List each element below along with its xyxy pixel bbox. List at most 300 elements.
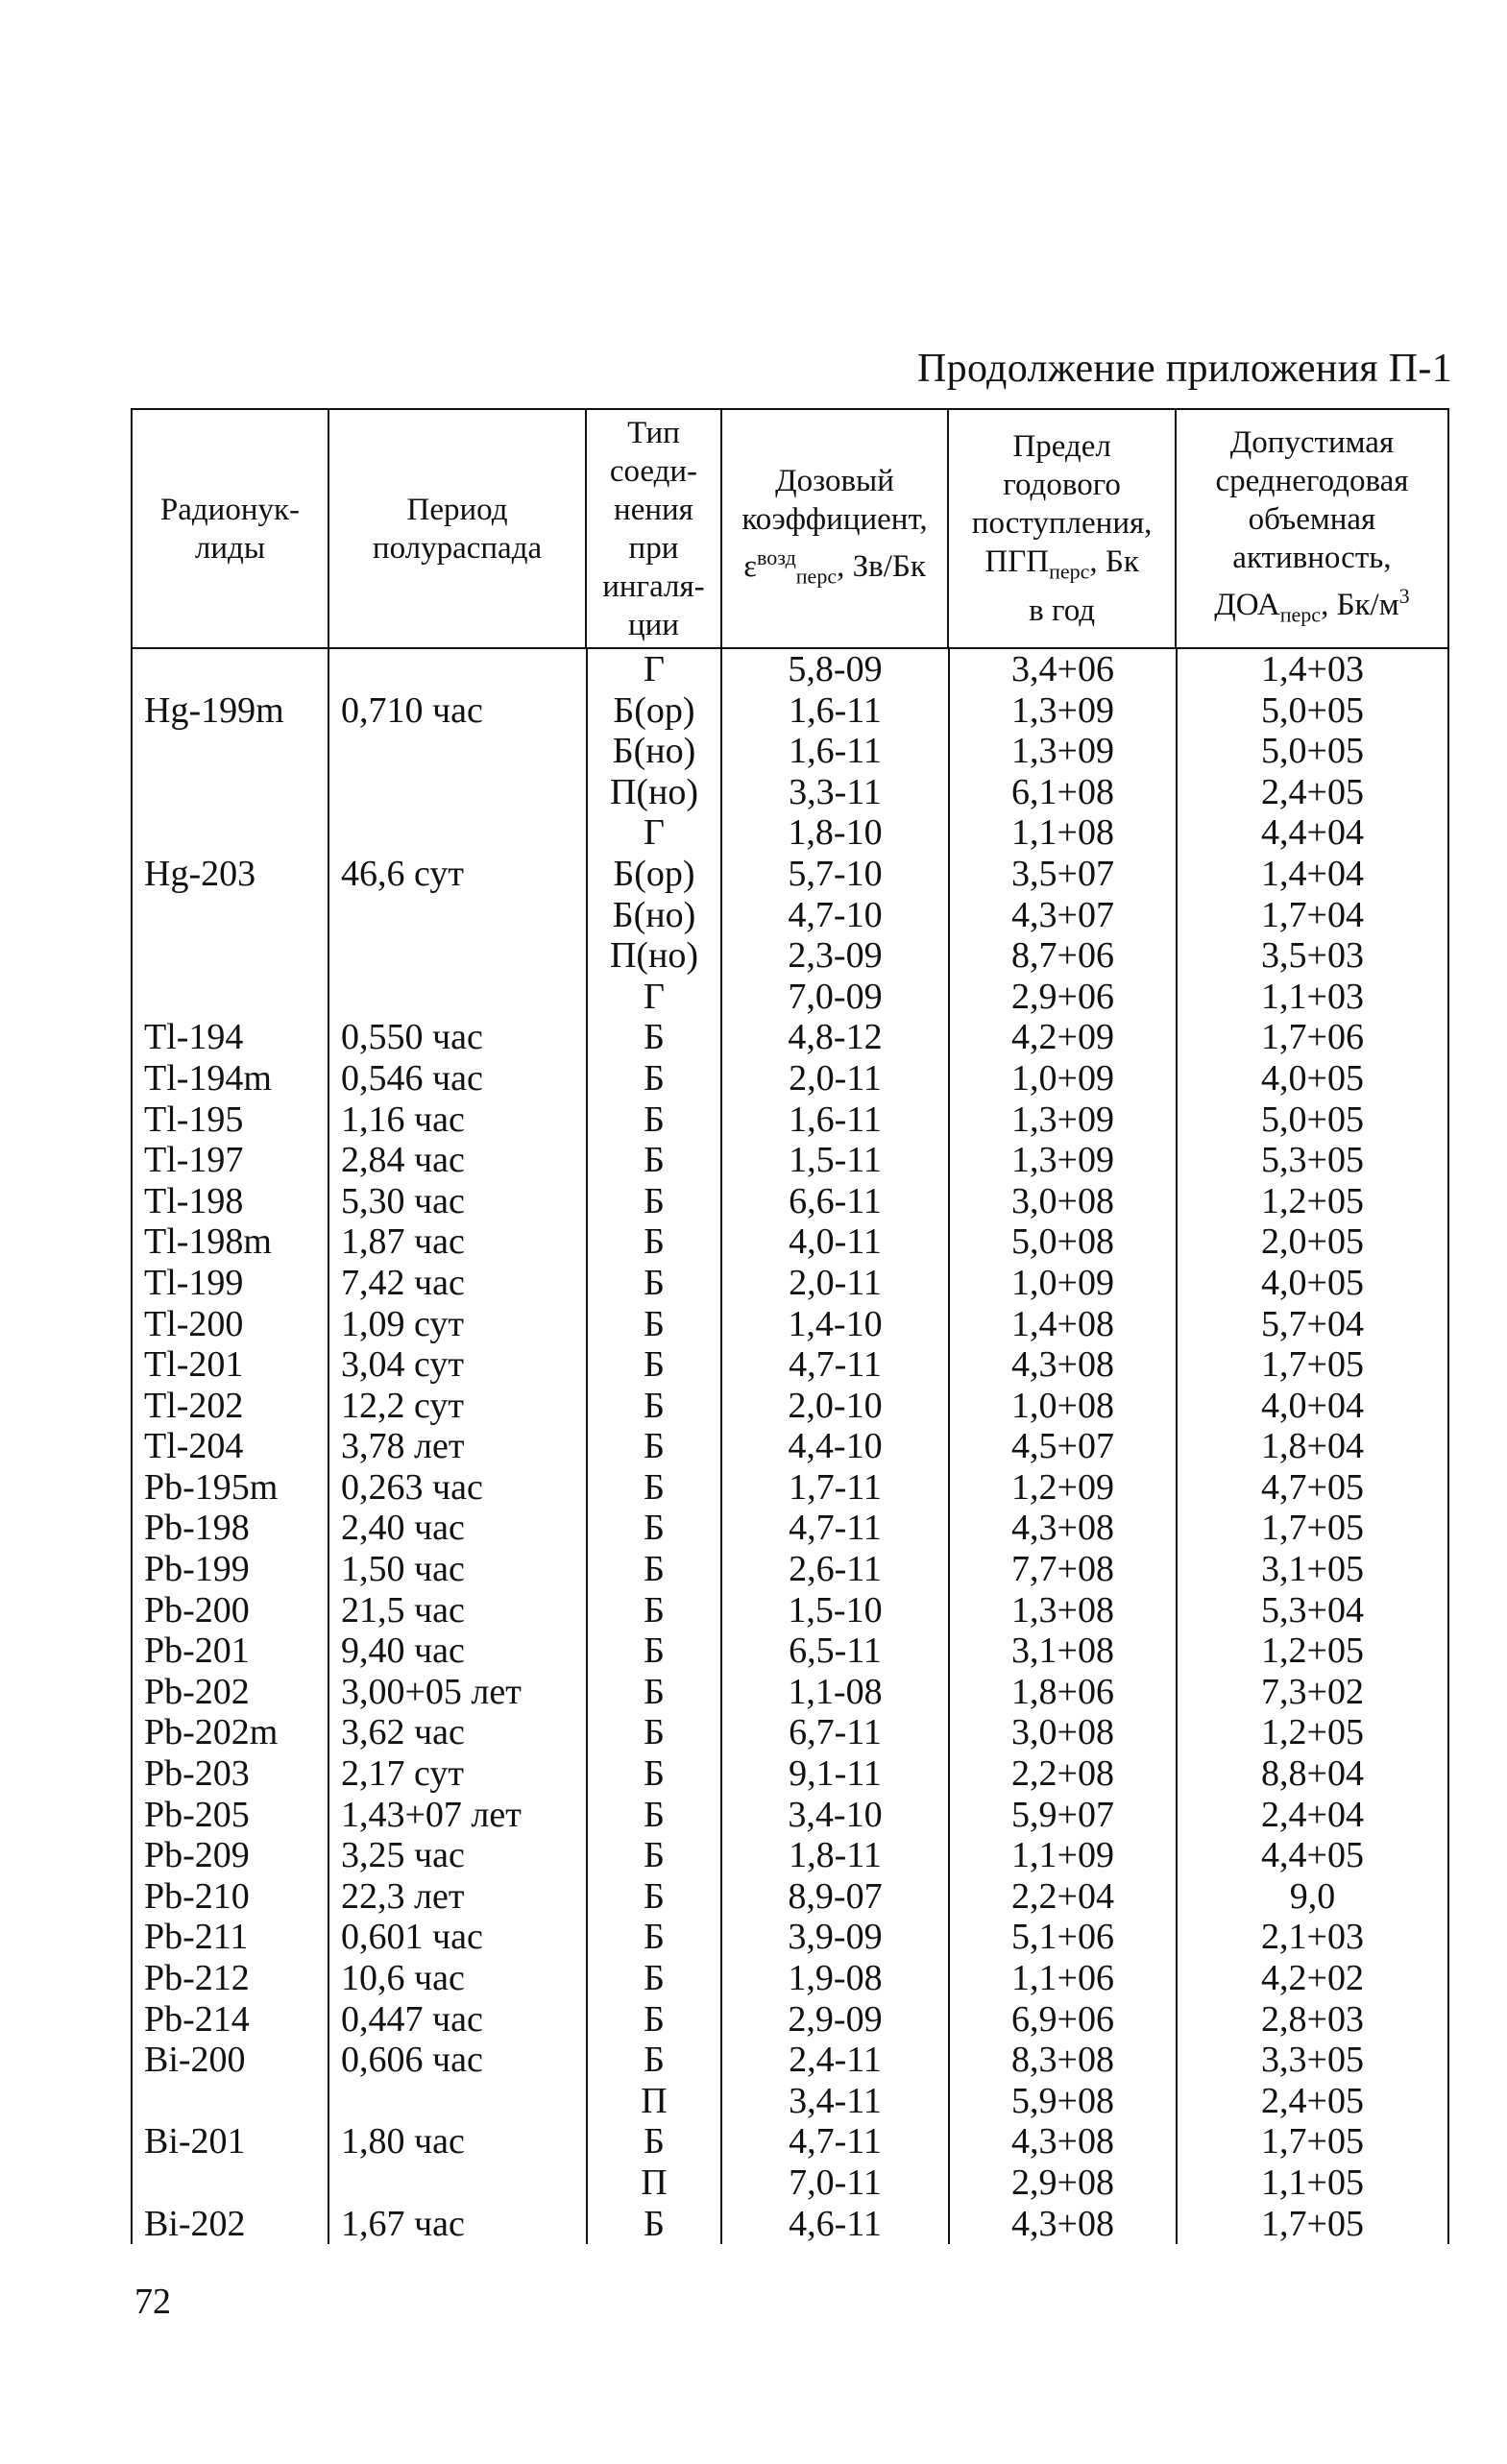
cell-activity: 2,4+05 — [1176, 2081, 1449, 2122]
cell-dose-coefficient: 4,7-11 — [720, 2121, 948, 2162]
cell-activity: 4,0+05 — [1176, 1058, 1449, 1099]
cell-compound-type: Б — [586, 1099, 720, 1141]
cell-half-life: 0,601 час — [328, 1917, 586, 1958]
cell-intake-limit: 2,2+04 — [948, 1876, 1176, 1918]
header-unit: , Бк/м — [1321, 587, 1399, 622]
cell-compound-type: Б — [586, 1304, 720, 1345]
table-row — [131, 2121, 1449, 2162]
cell-intake-limit: 1,1+06 — [948, 1958, 1176, 1999]
cell-dose-coefficient: 5,8-09 — [720, 649, 948, 690]
header-sub: перс — [795, 564, 838, 589]
cell-compound-type: Б — [586, 1753, 720, 1795]
cell-activity: 1,4+04 — [1176, 854, 1449, 895]
cell-activity: 1,7+05 — [1176, 1344, 1449, 1386]
cell-activity: 1,7+05 — [1176, 2204, 1449, 2245]
cell-radionuclide: Pb-199 — [131, 1549, 328, 1590]
cell-compound-type: Б — [586, 1263, 720, 1304]
cell-radionuclide: Pb-201 — [131, 1631, 328, 1672]
cell-dose-coefficient: 1,5-10 — [720, 1590, 948, 1631]
header-text: ингаля- — [602, 568, 705, 604]
header-symbol: ПГП — [984, 544, 1050, 580]
cell-dose-coefficient: 1,9-08 — [720, 1958, 948, 1999]
table-row — [131, 1876, 1449, 1918]
cell-radionuclide: Bi-200 — [131, 2040, 328, 2081]
cell-radionuclide: Pb-205 — [131, 1795, 328, 1836]
cell-activity: 2,1+03 — [1176, 1917, 1449, 1958]
table-row — [131, 1099, 1449, 1141]
cell-half-life: 9,40 час — [328, 1631, 586, 1672]
cell-dose-coefficient: 6,7-11 — [720, 1712, 948, 1753]
header-text: Радионук- — [159, 492, 301, 527]
cell-half-life: 3,78 лет — [328, 1426, 586, 1467]
table-row — [131, 1999, 1449, 2041]
cell-half-life: 2,84 час — [328, 1140, 586, 1181]
cell-compound-type: Г — [586, 649, 720, 690]
cell-half-life: 0,710 час — [328, 690, 586, 732]
cell-compound-type: Б(но) — [586, 895, 720, 936]
cell-radionuclide: Tl-202 — [131, 1386, 328, 1427]
cell-compound-type: Б — [586, 1958, 720, 1999]
table-row — [131, 812, 1449, 854]
radionuclide-table — [131, 408, 1449, 2244]
table-row — [131, 1795, 1449, 1836]
cell-radionuclide: Tl-198m — [131, 1221, 328, 1263]
cell-compound-type: Б — [586, 1058, 720, 1099]
cell-half-life: 3,25 час — [328, 1835, 586, 1876]
table-row — [131, 1549, 1449, 1590]
table-row — [131, 1017, 1449, 1058]
cell-dose-coefficient: 6,5-11 — [720, 1631, 948, 1672]
header-text: активность, — [1232, 540, 1392, 575]
cell-activity: 1,7+06 — [1176, 1017, 1449, 1058]
cell-radionuclide: Pb-203 — [131, 1753, 328, 1795]
cell-intake-limit: 8,7+06 — [948, 935, 1176, 977]
cell-half-life: 0,606 час — [328, 2040, 586, 2081]
table-row — [131, 772, 1449, 813]
cell-dose-coefficient: 2,0-11 — [720, 1263, 948, 1304]
cell-dose-coefficient: 1,6-11 — [720, 731, 948, 772]
table-row — [131, 977, 1449, 1018]
cell-compound-type: Б — [586, 2040, 720, 2081]
cell-dose-coefficient: 4,4-10 — [720, 1426, 948, 1467]
cell-intake-limit: 1,3+09 — [948, 1140, 1176, 1181]
cell-compound-type: П(но) — [586, 935, 720, 977]
cell-radionuclide — [131, 935, 328, 977]
cell-intake-limit: 5,9+07 — [948, 1795, 1176, 1836]
header-text: объемная — [1248, 501, 1376, 537]
header-half-life — [328, 410, 585, 647]
cell-half-life — [328, 649, 586, 690]
cell-activity: 1,7+05 — [1176, 1508, 1449, 1549]
cell-dose-coefficient: 2,9-09 — [720, 1999, 948, 2041]
table-caption: Продолжение приложения П-1 — [917, 347, 1452, 391]
cell-radionuclide: Tl-195 — [131, 1099, 328, 1141]
cell-activity: 4,0+04 — [1176, 1386, 1449, 1427]
cell-half-life: 5,30 час — [328, 1181, 586, 1222]
cell-activity: 4,0+05 — [1176, 1263, 1449, 1304]
header-text: Дозовый — [775, 463, 894, 498]
cell-compound-type: Б — [586, 1181, 720, 1222]
cell-intake-limit: 1,8+06 — [948, 1672, 1176, 1713]
cell-compound-type: Б — [586, 1386, 720, 1427]
header-text — [1214, 577, 1409, 635]
cell-compound-type: Б — [586, 1631, 720, 1672]
cell-intake-limit: 1,0+08 — [948, 1386, 1176, 1427]
table-row — [131, 1672, 1449, 1713]
cell-dose-coefficient: 2,4-11 — [720, 2040, 948, 2081]
cell-half-life: 12,2 сут — [328, 1386, 586, 1427]
cell-radionuclide: Pb-214 — [131, 1999, 328, 2041]
cell-intake-limit: 1,0+09 — [948, 1058, 1176, 1099]
header-text: годового — [1003, 468, 1121, 503]
table-row — [131, 1263, 1449, 1304]
cell-radionuclide: Hg-203 — [131, 854, 328, 895]
cell-activity: 1,2+05 — [1176, 1631, 1449, 1672]
cell-intake-limit: 1,1+09 — [948, 1835, 1176, 1876]
cell-compound-type: Б — [586, 1590, 720, 1631]
header-text: нения — [614, 492, 693, 527]
cell-activity: 5,7+04 — [1176, 1304, 1449, 1345]
cell-intake-limit: 2,9+06 — [948, 977, 1176, 1018]
cell-activity: 4,7+05 — [1176, 1467, 1449, 1509]
cell-compound-type: Б — [586, 1835, 720, 1876]
cell-compound-type: Б — [586, 1467, 720, 1509]
cell-activity: 5,3+05 — [1176, 1140, 1449, 1181]
header-symbol: ε — [743, 548, 758, 584]
cell-half-life: 1,50 час — [328, 1549, 586, 1590]
page-number: 72 — [134, 2282, 171, 2322]
header-sup: 3 — [1398, 583, 1410, 608]
table-row — [131, 1753, 1449, 1795]
header-text: Предел — [1012, 429, 1111, 465]
cell-compound-type: Г — [586, 812, 720, 854]
cell-compound-type: Б — [586, 1426, 720, 1467]
cell-half-life — [328, 772, 586, 813]
table-row — [131, 1835, 1449, 1876]
header-text: Допустимая — [1229, 424, 1395, 460]
cell-radionuclide: Tl-194 — [131, 1017, 328, 1058]
cell-activity: 5,0+05 — [1176, 731, 1449, 772]
cell-activity: 2,8+03 — [1176, 1999, 1449, 2041]
header-compound-type — [585, 410, 720, 647]
cell-radionuclide: Tl-194m — [131, 1058, 328, 1099]
table-row — [131, 1140, 1449, 1181]
cell-dose-coefficient: 7,0-09 — [720, 977, 948, 1018]
cell-intake-limit: 1,3+08 — [948, 1590, 1176, 1631]
cell-dose-coefficient: 1,4-10 — [720, 1304, 948, 1345]
cell-intake-limit: 1,3+09 — [948, 731, 1176, 772]
cell-dose-coefficient: 3,4-10 — [720, 1795, 948, 1836]
cell-half-life: 46,6 сут — [328, 854, 586, 895]
header-permissible-activity — [1175, 410, 1449, 647]
header-text: Период — [406, 492, 508, 527]
cell-dose-coefficient: 4,0-11 — [720, 1221, 948, 1263]
cell-dose-coefficient: 2,0-10 — [720, 1386, 948, 1427]
cell-dose-coefficient: 1,1-08 — [720, 1672, 948, 1713]
table-row — [131, 1058, 1449, 1099]
cell-dose-coefficient: 8,9-07 — [720, 1876, 948, 1918]
cell-radionuclide: Pb-212 — [131, 1958, 328, 1999]
table-row — [131, 1344, 1449, 1386]
cell-compound-type: Б — [586, 1917, 720, 1958]
cell-half-life: 0,447 час — [328, 1999, 586, 2041]
cell-compound-type: П — [586, 2162, 720, 2204]
cell-intake-limit: 1,4+08 — [948, 1304, 1176, 1345]
header-text: полураспада — [372, 530, 543, 566]
cell-compound-type: Б — [586, 1672, 720, 1713]
table-row — [131, 1467, 1449, 1509]
cell-intake-limit: 2,9+08 — [948, 2162, 1176, 2204]
cell-activity: 3,1+05 — [1176, 1549, 1449, 1590]
cell-compound-type: Б — [586, 1549, 720, 1590]
table-row — [131, 1590, 1449, 1631]
cell-intake-limit: 3,0+08 — [948, 1181, 1176, 1222]
cell-dose-coefficient: 1,8-10 — [720, 812, 948, 854]
cell-compound-type: Б — [586, 1876, 720, 1918]
cell-compound-type: Б — [586, 1508, 720, 1549]
cell-radionuclide: Pb-195m — [131, 1467, 328, 1509]
cell-radionuclide: Pb-210 — [131, 1876, 328, 1918]
header-unit: , Зв/Бк — [837, 548, 926, 584]
cell-intake-limit: 3,5+07 — [948, 854, 1176, 895]
header-sub: перс — [1279, 602, 1322, 627]
cell-radionuclide: Bi-202 — [131, 2204, 328, 2245]
cell-intake-limit: 3,0+08 — [948, 1712, 1176, 1753]
cell-dose-coefficient: 3,4-11 — [720, 2081, 948, 2122]
cell-radionuclide — [131, 812, 328, 854]
cell-compound-type: П(но) — [586, 772, 720, 813]
cell-half-life — [328, 2162, 586, 2204]
cell-half-life — [328, 2081, 586, 2122]
cell-half-life: 7,42 час — [328, 1263, 586, 1304]
cell-activity: 1,1+03 — [1176, 977, 1449, 1018]
cell-dose-coefficient: 3,3-11 — [720, 772, 948, 813]
cell-activity: 1,7+04 — [1176, 895, 1449, 936]
cell-compound-type: Б — [586, 1795, 720, 1836]
cell-activity: 1,4+03 — [1176, 649, 1449, 690]
table-body — [131, 649, 1449, 2244]
cell-activity: 4,2+02 — [1176, 1958, 1449, 1999]
header-text: лиды — [194, 530, 265, 566]
cell-half-life: 10,6 час — [328, 1958, 586, 1999]
cell-compound-type: Б — [586, 2204, 720, 2245]
cell-intake-limit: 3,1+08 — [948, 1631, 1176, 1672]
cell-activity: 3,5+03 — [1176, 935, 1449, 977]
cell-activity: 1,1+05 — [1176, 2162, 1449, 2204]
cell-intake-limit: 5,9+08 — [948, 2081, 1176, 2122]
cell-dose-coefficient: 1,6-11 — [720, 690, 948, 732]
cell-dose-coefficient: 1,6-11 — [720, 1099, 948, 1141]
cell-dose-coefficient: 7,0-11 — [720, 2162, 948, 2204]
cell-activity: 4,4+04 — [1176, 812, 1449, 854]
cell-half-life — [328, 812, 586, 854]
table-row — [131, 2040, 1449, 2081]
cell-intake-limit: 4,3+08 — [948, 1344, 1176, 1386]
header-text: поступления, — [971, 506, 1153, 542]
cell-compound-type: Б — [586, 1221, 720, 1263]
cell-activity: 8,8+04 — [1176, 1753, 1449, 1795]
cell-intake-limit: 6,9+06 — [948, 1999, 1176, 2041]
cell-dose-coefficient: 4,8-12 — [720, 1017, 948, 1058]
cell-intake-limit: 1,2+09 — [948, 1467, 1176, 1509]
cell-activity: 1,2+05 — [1176, 1181, 1449, 1222]
cell-activity: 2,4+05 — [1176, 772, 1449, 813]
table-row — [131, 1181, 1449, 1222]
cell-dose-coefficient: 3,9-09 — [720, 1917, 948, 1958]
cell-dose-coefficient: 2,6-11 — [720, 1549, 948, 1590]
cell-activity: 3,3+05 — [1176, 2040, 1449, 2081]
cell-radionuclide: Pb-202 — [131, 1672, 328, 1713]
cell-intake-limit: 1,1+08 — [948, 812, 1176, 854]
cell-half-life: 2,40 час — [328, 1508, 586, 1549]
table-row — [131, 731, 1449, 772]
cell-radionuclide: Tl-200 — [131, 1304, 328, 1345]
table-row — [131, 2204, 1449, 2245]
cell-dose-coefficient: 1,5-11 — [720, 1140, 948, 1181]
header-unit: , Бк — [1089, 544, 1139, 580]
cell-intake-limit: 4,3+08 — [948, 2121, 1176, 2162]
cell-dose-coefficient: 1,8-11 — [720, 1835, 948, 1876]
cell-compound-type: Б — [586, 1140, 720, 1181]
cell-dose-coefficient: 4,7-11 — [720, 1344, 948, 1386]
cell-activity: 9,0 — [1176, 1876, 1449, 1918]
cell-activity: 4,4+05 — [1176, 1835, 1449, 1876]
cell-radionuclide: Pb-202m — [131, 1712, 328, 1753]
cell-intake-limit: 7,7+08 — [948, 1549, 1176, 1590]
header-text: в год — [1029, 592, 1096, 628]
table-row — [131, 895, 1449, 936]
cell-radionuclide — [131, 731, 328, 772]
table-row — [131, 1386, 1449, 1427]
cell-compound-type: Б — [586, 2121, 720, 2162]
cell-radionuclide: Hg-199m — [131, 690, 328, 732]
cell-compound-type: Б — [586, 1017, 720, 1058]
header-text: при — [628, 530, 679, 566]
cell-half-life: 22,3 лет — [328, 1876, 586, 1918]
cell-radionuclide — [131, 895, 328, 936]
cell-dose-coefficient: 1,7-11 — [720, 1467, 948, 1509]
cell-activity: 1,7+05 — [1176, 2121, 1449, 2162]
cell-half-life: 1,16 час — [328, 1099, 586, 1141]
cell-intake-limit: 1,0+09 — [948, 1263, 1176, 1304]
table-row — [131, 1508, 1449, 1549]
cell-radionuclide: Tl-201 — [131, 1344, 328, 1386]
cell-radionuclide — [131, 2162, 328, 2204]
cell-half-life: 1,43+07 лет — [328, 1795, 586, 1836]
table-header — [131, 410, 1449, 649]
cell-radionuclide: Tl-199 — [131, 1263, 328, 1304]
cell-compound-type: Б(ор) — [586, 854, 720, 895]
cell-compound-type: Б — [586, 1344, 720, 1386]
header-text: коэффициент, — [741, 501, 928, 537]
cell-radionuclide: Bi-201 — [131, 2121, 328, 2162]
header-text: ции — [627, 607, 679, 642]
cell-radionuclide: Pb-211 — [131, 1917, 328, 1958]
cell-radionuclide — [131, 2081, 328, 2122]
table-row — [131, 854, 1449, 895]
header-text: соеди- — [609, 453, 698, 489]
cell-half-life: 0,550 час — [328, 1017, 586, 1058]
cell-dose-coefficient: 4,7-10 — [720, 895, 948, 936]
cell-activity: 5,0+05 — [1176, 690, 1449, 732]
cell-radionuclide: Tl-204 — [131, 1426, 328, 1467]
cell-dose-coefficient: 2,0-11 — [720, 1058, 948, 1099]
header-sub: перс — [1049, 559, 1090, 584]
cell-half-life: 21,5 час — [328, 1590, 586, 1631]
cell-intake-limit: 3,4+06 — [948, 649, 1176, 690]
cell-intake-limit: 4,3+08 — [948, 1508, 1176, 1549]
cell-compound-type: Б — [586, 1712, 720, 1753]
cell-intake-limit: 5,1+06 — [948, 1917, 1176, 1958]
cell-radionuclide: Pb-198 — [131, 1508, 328, 1549]
cell-radionuclide — [131, 772, 328, 813]
table-row — [131, 1958, 1449, 1999]
header-text: Тип — [627, 415, 680, 450]
cell-dose-coefficient: 4,6-11 — [720, 2204, 948, 2245]
cell-half-life — [328, 731, 586, 772]
cell-half-life: 0,263 час — [328, 1467, 586, 1509]
cell-half-life — [328, 935, 586, 977]
cell-half-life: 3,04 сут — [328, 1344, 586, 1386]
cell-activity: 5,0+05 — [1176, 1099, 1449, 1141]
cell-activity: 1,8+04 — [1176, 1426, 1449, 1467]
cell-dose-coefficient: 5,7-10 — [720, 854, 948, 895]
table-row — [131, 1304, 1449, 1345]
cell-intake-limit: 4,3+08 — [948, 2204, 1176, 2245]
cell-dose-coefficient: 2,3-09 — [720, 935, 948, 977]
cell-dose-coefficient: 6,6-11 — [720, 1181, 948, 1222]
cell-intake-limit: 4,5+07 — [948, 1426, 1176, 1467]
cell-half-life: 2,17 сут — [328, 1753, 586, 1795]
cell-compound-type: П — [586, 2081, 720, 2122]
table-row — [131, 2162, 1449, 2204]
cell-compound-type: Б(ор) — [586, 690, 720, 732]
header-text: среднегодовая — [1215, 463, 1409, 498]
table-row — [131, 690, 1449, 732]
cell-half-life — [328, 977, 586, 1018]
cell-activity: 2,0+05 — [1176, 1221, 1449, 1263]
cell-intake-limit: 6,1+08 — [948, 772, 1176, 813]
cell-compound-type: Б — [586, 1999, 720, 2041]
cell-half-life: 1,67 час — [328, 2204, 586, 2245]
cell-activity: 2,4+04 — [1176, 1795, 1449, 1836]
table-row — [131, 1221, 1449, 1263]
header-dose-coefficient — [720, 410, 948, 647]
cell-intake-limit: 8,3+08 — [948, 2040, 1176, 2081]
cell-intake-limit: 2,2+08 — [948, 1753, 1176, 1795]
cell-activity: 1,2+05 — [1176, 1712, 1449, 1753]
cell-half-life: 0,546 час — [328, 1058, 586, 1099]
cell-half-life: 1,87 час — [328, 1221, 586, 1263]
header-text — [743, 539, 926, 596]
table-row — [131, 649, 1449, 690]
cell-radionuclide: Tl-198 — [131, 1181, 328, 1222]
header-annual-intake-limit — [947, 410, 1175, 647]
cell-radionuclide: Pb-209 — [131, 1835, 328, 1876]
cell-half-life — [328, 895, 586, 936]
cell-dose-coefficient: 9,1-11 — [720, 1753, 948, 1795]
table-row — [131, 1712, 1449, 1753]
cell-intake-limit: 4,3+07 — [948, 895, 1176, 936]
cell-compound-type: Г — [586, 977, 720, 1018]
cell-radionuclide — [131, 977, 328, 1018]
header-text — [984, 543, 1139, 592]
table-row — [131, 935, 1449, 977]
table-row — [131, 2081, 1449, 2122]
cell-half-life: 3,62 час — [328, 1712, 586, 1753]
table-row — [131, 1631, 1449, 1672]
cell-radionuclide: Tl-197 — [131, 1140, 328, 1181]
